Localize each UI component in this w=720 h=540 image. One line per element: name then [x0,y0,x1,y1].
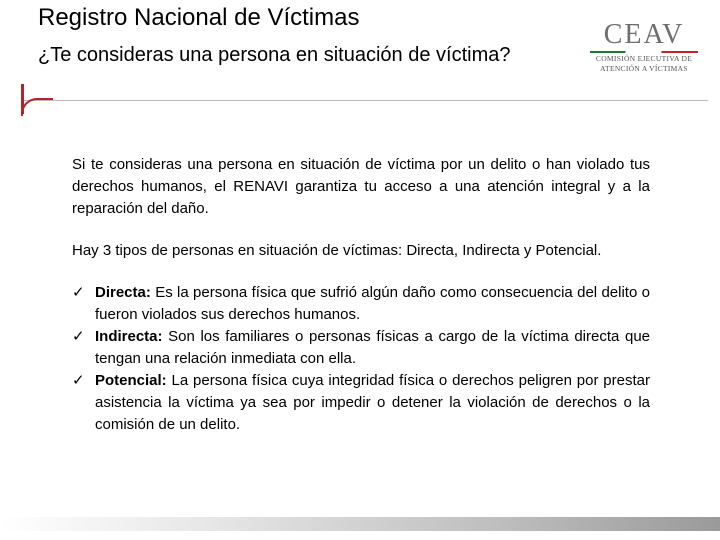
logo-tricolor-rule [590,51,698,53]
term-indirecta: Indirecta: [95,328,163,345]
list-item-potencial [72,370,650,436]
logo-line-2: ATENCIÓN A VÍCTIMAS [600,64,688,73]
term-directa: Directa: [95,284,151,301]
types-paragraph: Hay 3 tipos de personas en situación de víctimas: Directa, Indirecta y Potencial. [72,242,602,259]
list-item-directa [72,282,650,326]
check-icon: ✓ [72,372,85,389]
definition-potencial: La persona física cuya integridad física o derechos peligren por prestar asistencia la víctima ya sea por impedir o detener la violación de derechos o la comisión de un delito. [95,372,650,433]
page-subtitle: ¿Te consideras una persona en situación de víctima? [38,44,511,66]
slide-content [72,154,650,436]
page-title: Registro Nacional de Víctimas [38,4,360,31]
check-icon: ✓ [72,328,85,345]
intro-paragraph: Si te consideras una persona en situación de víctima por un delito o han violado tus derechos humanos, el RENAVI garantiza tu acceso a una atención integral y a la reparación del daño. [72,156,650,217]
red-accent-curve [21,98,53,116]
definition-indirecta: Son los familiares o personas físicas a cargo de la víctima directa que tengan una relación inmediata con ella. [95,328,650,367]
header-divider [22,100,708,101]
logo-line-1: COMISIÓN EJECUTIVA DE [595,54,693,63]
check-icon: ✓ [72,284,85,301]
list-item-indirecta [72,326,650,370]
term-potencial: Potencial: [95,372,167,389]
ceav-logo [584,20,704,80]
logo-wordmark: CEAV [603,19,685,50]
victim-types-list [72,282,650,436]
definition-directa: Es la persona física que sufrió algún daño como consecuencia del delito o fueron violados sus derechos humanos. [95,284,650,323]
footer-gradient-bar [0,517,720,531]
